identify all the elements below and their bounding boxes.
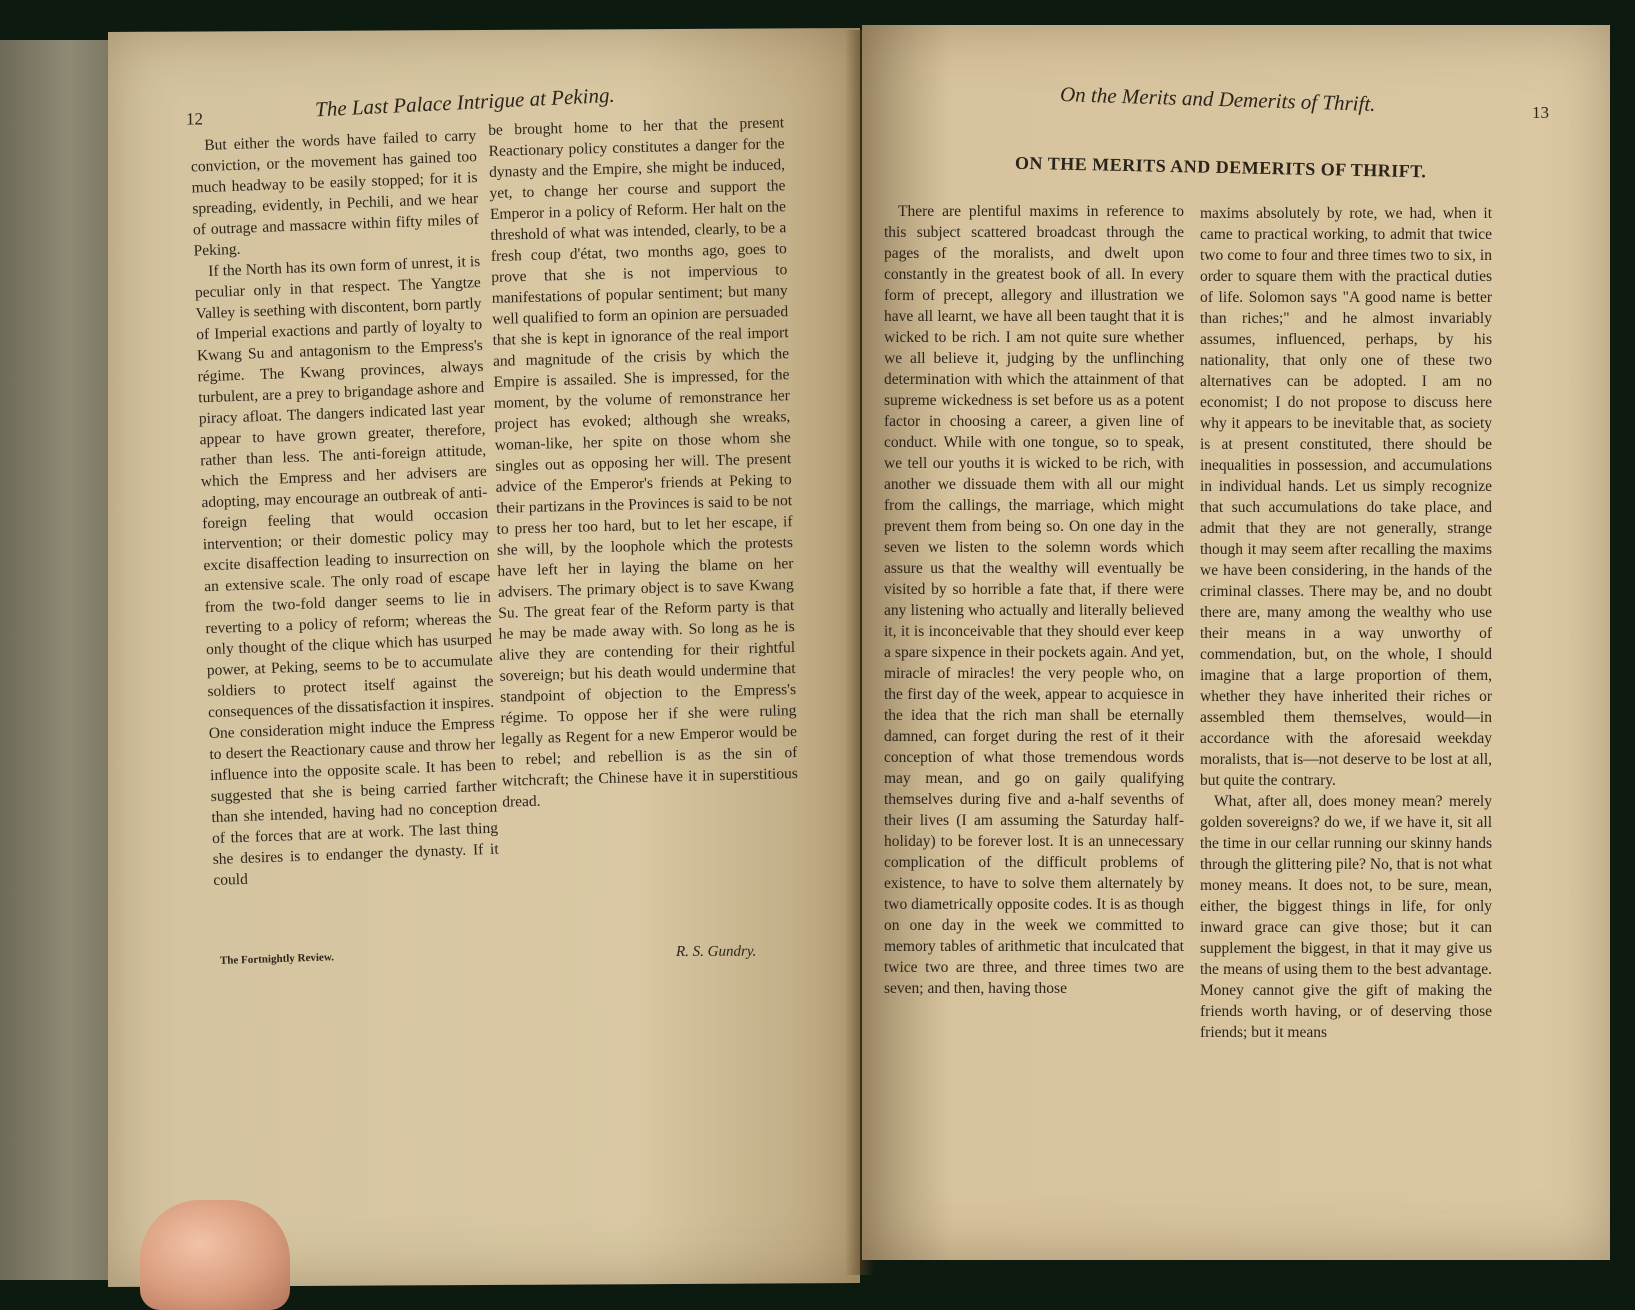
right-column-1 (884, 201, 1184, 999)
essay-title: ON THE MERITS AND DEMERITS OF THRIFT. (1014, 152, 1427, 182)
page-number: 13 (1532, 103, 1549, 122)
paragraph: If the North has its own form of unrest, it is peculiar only in that respect. The Yangtze Valley is seething with discontent, born partly of Imperial exactions and partly of loyalty to Kwang Su and antagonism to the Empress's régime. The Kwang provinces, always turbulent, are a prey to brigandage ashore and piracy afloat. The dangers indicated last year appear to have grown greater, therefore, rather than less. The anti-foreign attitude, which the Empress and her advisers are adopting, may encourage an outbreak of anti-foreign feeling that would occasion intervention; or their domestic policy may excite disaffection leading to insurrection on an extensive scale. The only road of escape from the two-fold danger seems to lie in reverting to a policy of reform; whereas the only thought of the clique which has usurped power, at Peking, seems to be to accumulate soldiers to protect itself against the consequences of the dissatisfaction it inspires. One consideration might induce the Empress to desert the Reactionary cause and throw her influence into the opposite scale. It has been suggested that she is being carried farther than she intended, having had no conception of the forces that are at work. The last thing she desires is to endanger the dynasty. If it could (194, 252, 499, 890)
paragraph: But either the words have failed to carry conviction, or the movement has gained too much headway to be easily stopped; for it is spreading, evidently, in Pechili, and we hear of outrage and massacre within fifty miles of Peking. (190, 127, 480, 260)
paragraph: be brought home to her that the present Reactionary policy constitutes a danger for the dynasty and the Empire, she might be induced, yet, to change her course and support the Emperor in a policy of Reform. Her halt on the threshold of what was intended, clearly, to be a fresh coup d'état, two months ago, goes to prove that she is not impervious to manifestations of popular sentiment; but many well qualified to form an opinion are persuaded that she is kept in ignorance of the real import and magnitude of the crisis by which the Empire is assailed. She is impressed, for the moment, by the volume of remonstrance her project has evoked; although she wreaks, woman-like, her spite on those whom she singles out as opposing her will. The present advice of the Emperor's friends at Peking to their partizans in the Provinces is said to be not to press her too hard, but to let her escape, if she will, by the loophole which the protests have left her in laying the blame on her advisers. The primary object is to save Kwang Su. The great fear of the Reform party is that he may be made away with. So long as he is alive they are contending for their rightful sovereign; but his death would undermine that standpoint of objection to the Empress's régime. To oppose her if she were ruling legally as Regent for a new Emperor would be to rebel; and rebellion is as the sin of witchcraft; the Chinese have it in superstitious dread. (488, 114, 798, 811)
right-page (862, 25, 1610, 1260)
left-page (108, 28, 860, 1287)
left-column-2 (488, 112, 798, 813)
thumb (140, 1200, 290, 1310)
left-column-1 (190, 125, 500, 891)
author-signature: R. S. Gundry. (676, 943, 757, 960)
open-book (0, 30, 1635, 1288)
paragraph: maxims absolutely by rote, we had, when it came to practical working, to admit that twice two come to four and three times two to six, in order to square them with the practical duties of life. Solomon says "A good name is better than riches;" and he almost invariably assumes, influenced, perhaps, by his nationality, that only one of these two alternatives can be adopted. I am no economist; I do not propose to discuss here why it appears to be inevitable that, as society is at present constituted, there should be inequalities in possession, and accumulations in individual hands. Let us simply recognize that such accumulations do take place, and admit that they are not generally, strange though it may seem after recalling the maxims we have been considering, in the hands of the criminal classes. There may be, and no doubt there are, many among the wealthy who use their means in a way unworthy of commendation, but, on the whole, I should imagine that a large proportion of them, whether they have inherited their riches or assembled them themselves, would—in accordance with the aforesaid weekday moralists, that is—not deserve to be lost at all, but quite the contrary. (1200, 205, 1492, 789)
paragraph: What, after all, does money mean? merely golden sovereigns? do we, if we have it, sit all the time in our cellar running our skinny hands through the glittering pile? No, that is not what money means. It does not, to be sure, mean, either, the biggest things in life, for only inward grace can give those; but it can supplement the biggest, in that it may give us the means of using them to the best advantage. Money cannot give the gift of making the friends worth having, or of deserving those friends; but it means (1200, 793, 1492, 1041)
book-cover (0, 40, 115, 1280)
running-head: On the Merits and Demerits of Thrift. (1059, 82, 1376, 116)
running-head: The Last Palace Intrigue at Peking. (314, 82, 616, 122)
right-column-2 (1200, 203, 1492, 1043)
page-number: 12 (186, 109, 203, 129)
paragraph: There are plentiful maxims in reference to this subject scattered broadcast through the pages of the moralists, and dwelt upon constantly in the greatest book of all. In every form of precept, allegory and illustration we have all learnt, we have all been taught that it is wicked to be rich. I am not quite sure whether we all believe it, judging by the unflinching determination with which the attainment of that supreme wickedness is set before us as a potent factor in choosing a career, a given line of conduct. While with one tongue, so to speak, we tell our youths it is wicked to be rich, with another we dissuade them with all our might from the callings, the marriage, which might prevent them from being so. On one day in the seven we listen to the solemn words which assure us that the wealthy will eventually be visited by so horrible a fate that, if there were any listening who actually and literally believed it, it is inconceivable that they should ever keep a spare sixpence in their pockets again. And yet, miracle of miracles! the very people who, on the first day of the week, appear to acquiesce in the idea that the rich man shall be eternally damned, can forget during the rest of it their conception of what those tremendous words may mean, and go on gaily qualifying themselves during five and a-half sevenths of their lives (I am assuming the Saturday half-holiday) to be forever lost. It is an unnecessary complication of the difficult problems of existence, to have to solve them alternately by two diametrically opposite codes. It is as though on one day in the week we committed to memory tables of arithmetic that inculcated that twice two are three, and three times two are seven; and then, having those (884, 203, 1184, 997)
source-credit: The Fortnightly Review. (219, 951, 335, 967)
